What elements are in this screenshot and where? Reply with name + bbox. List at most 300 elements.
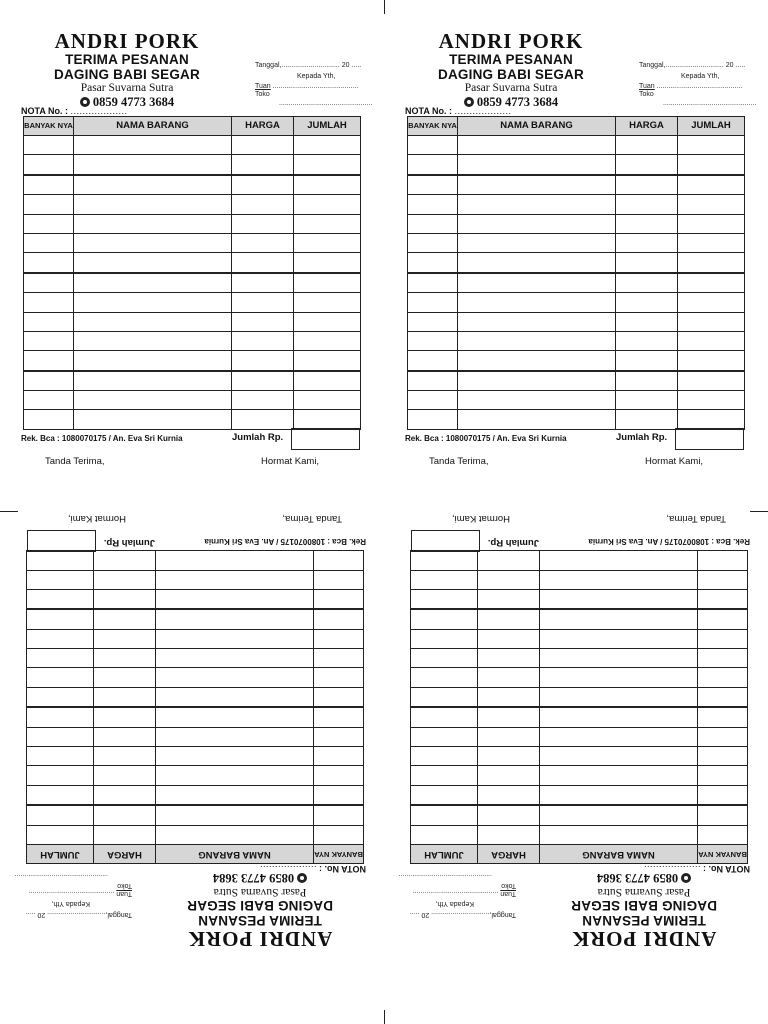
table-cell	[156, 609, 314, 629]
col-amount: JUMLAH	[27, 845, 94, 864]
total-label: Jumlah Rp.	[487, 537, 539, 548]
table-cell	[478, 649, 540, 668]
table-cell	[232, 312, 294, 331]
table-cell	[408, 351, 458, 371]
table-cell	[411, 766, 478, 785]
table-cell	[478, 551, 540, 570]
crop-mark-left	[0, 511, 18, 512]
table-cell	[74, 410, 232, 429]
table-row	[27, 629, 364, 648]
table-cell	[314, 687, 364, 707]
table-cell	[24, 195, 74, 214]
table-row	[24, 410, 361, 429]
table-row	[24, 195, 361, 214]
table-cell	[540, 649, 698, 668]
col-amount: JUMLAH	[411, 845, 478, 864]
table-cell	[94, 668, 156, 687]
table-cell	[458, 351, 616, 371]
table-cell	[74, 312, 232, 331]
table-row	[408, 155, 745, 175]
table-cell	[27, 649, 94, 668]
col-item-name: NAMA BARANG	[458, 117, 616, 136]
brand-tagline-2: DAGING BABI SEGAR	[571, 898, 717, 913]
table-row	[411, 727, 748, 746]
table-cell	[24, 312, 74, 331]
table-row	[24, 253, 361, 273]
table-cell	[27, 551, 94, 570]
brand-tagline-1: TERIMA PESANAN	[198, 913, 322, 928]
nota-number	[405, 106, 512, 116]
receiver-signature: Tanda Terima,	[666, 513, 726, 524]
phone-number: 0859 4773 3684	[596, 871, 679, 885]
receiver-signature: Tanda Terima,	[429, 456, 489, 467]
col-quantity: BANYAK NYA	[24, 117, 74, 136]
table-cell	[24, 175, 74, 195]
table-cell	[27, 766, 94, 785]
table-cell	[411, 747, 478, 766]
shop-field	[255, 91, 270, 98]
table-cell	[74, 273, 232, 293]
table-cell	[540, 785, 698, 805]
table-cell	[540, 629, 698, 648]
crop-mark-bottom	[384, 1010, 385, 1024]
total-box	[27, 530, 96, 552]
col-price: HARGA	[94, 845, 156, 864]
mr-dots: ............................................	[412, 890, 499, 897]
table-cell	[678, 410, 745, 429]
table-cell	[24, 293, 74, 312]
table-cell	[74, 214, 232, 233]
nota-label: NOTA No. :	[21, 106, 68, 116]
table-cell	[478, 805, 540, 825]
table-cell	[74, 391, 232, 410]
table-cell	[27, 609, 94, 629]
table-cell	[94, 747, 156, 766]
table-cell	[616, 293, 678, 312]
shop-dots: ................................................	[663, 100, 757, 107]
nota-number	[21, 106, 128, 116]
brand-market: Pasar Suvarna Sutra	[80, 82, 174, 94]
brand-block	[405, 30, 617, 109]
whatsapp-icon	[681, 873, 691, 883]
table-cell	[698, 785, 748, 805]
table-cell	[411, 551, 478, 570]
total-label: Jumlah Rp.	[616, 432, 668, 443]
mr-dots: ............................................	[656, 83, 743, 90]
table-cell	[408, 253, 458, 273]
table-row	[27, 785, 364, 805]
table-cell	[616, 136, 678, 155]
table-cell	[698, 649, 748, 668]
col-price: HARGA	[616, 117, 678, 136]
table-cell	[232, 175, 294, 195]
table-cell	[294, 331, 361, 350]
table-cell	[478, 609, 540, 629]
nota-number	[259, 864, 366, 874]
table-cell	[540, 805, 698, 825]
table-cell	[24, 136, 74, 155]
table-cell	[698, 570, 748, 589]
table-cell	[314, 668, 364, 687]
table-cell	[616, 391, 678, 410]
table-cell	[408, 175, 458, 195]
table-cell	[678, 253, 745, 273]
table-cell	[94, 551, 156, 570]
table-cell	[698, 629, 748, 648]
table-cell	[616, 233, 678, 252]
table-cell	[411, 649, 478, 668]
table-cell	[540, 609, 698, 629]
table-cell	[540, 766, 698, 785]
table-header-row	[411, 845, 748, 864]
table-cell	[698, 551, 748, 570]
table-cell	[156, 551, 314, 570]
table-row	[27, 609, 364, 629]
total-label: Jumlah Rp.	[232, 432, 284, 443]
table-cell	[540, 747, 698, 766]
brand-name: ANDRI PORK	[187, 927, 333, 951]
table-row	[408, 293, 745, 312]
table-cell	[94, 727, 156, 746]
table-cell	[94, 805, 156, 825]
table-cell	[616, 331, 678, 350]
table-cell	[27, 825, 94, 844]
table-cell	[314, 805, 364, 825]
items-table	[26, 550, 364, 864]
table-cell	[616, 195, 678, 214]
mr-field	[413, 890, 516, 897]
table-cell	[27, 707, 94, 727]
col-quantity: BANYAK NYA	[314, 845, 364, 864]
table-cell	[294, 312, 361, 331]
table-row	[27, 649, 364, 668]
table-cell	[232, 253, 294, 273]
table-cell	[232, 331, 294, 350]
table-row	[408, 312, 745, 331]
table-cell	[156, 668, 314, 687]
table-cell	[458, 195, 616, 214]
table-cell	[232, 391, 294, 410]
shop-field	[639, 91, 654, 98]
table-cell	[678, 391, 745, 410]
table-cell	[458, 331, 616, 350]
phone-number: 0859 4773 3684	[476, 95, 559, 109]
table-cell	[478, 785, 540, 805]
table-cell	[698, 668, 748, 687]
table-row	[408, 214, 745, 233]
table-cell	[678, 331, 745, 350]
total-box	[675, 428, 744, 450]
table-cell	[232, 155, 294, 175]
table-cell	[94, 649, 156, 668]
table-cell	[678, 351, 745, 371]
receiver-signature: Tanda Terima,	[282, 513, 342, 524]
phone-number: 0859 4773 3684	[92, 95, 175, 109]
table-cell	[616, 214, 678, 233]
table-cell	[458, 293, 616, 312]
table-cell	[74, 195, 232, 214]
table-cell	[294, 410, 361, 429]
table-row	[27, 766, 364, 785]
table-cell	[232, 371, 294, 391]
table-cell	[540, 551, 698, 570]
table-row	[408, 410, 745, 429]
table-cell	[156, 649, 314, 668]
brand-tagline-1: TERIMA PESANAN	[582, 913, 706, 928]
table-row	[27, 570, 364, 589]
table-cell	[24, 155, 74, 175]
table-cell	[478, 668, 540, 687]
table-cell	[478, 589, 540, 609]
table-cell	[294, 293, 361, 312]
table-cell	[156, 825, 314, 844]
table-cell	[314, 727, 364, 746]
table-cell	[616, 371, 678, 391]
table-cell	[27, 570, 94, 589]
table-cell	[232, 351, 294, 371]
table-cell	[458, 312, 616, 331]
table-row	[27, 551, 364, 570]
table-cell	[314, 609, 364, 629]
table-cell	[616, 312, 678, 331]
phone-number: 0859 4773 3684	[212, 871, 295, 885]
crop-mark-right	[750, 511, 768, 512]
table-cell	[411, 609, 478, 629]
items-table	[407, 116, 745, 430]
table-cell	[678, 214, 745, 233]
mr-dots: ............................................	[272, 83, 359, 90]
table-cell	[94, 766, 156, 785]
col-amount: JUMLAH	[678, 117, 745, 136]
nota-dots: ...................	[259, 864, 317, 874]
bank-account: Rek. Bca : 1080070175 / An. Eva Sri Kurnia	[204, 537, 366, 546]
nota-number	[643, 864, 750, 874]
table-cell	[314, 551, 364, 570]
table-cell	[156, 747, 314, 766]
sender-signature: Hormat Kami,	[261, 456, 320, 467]
mr-dots: ............................................	[28, 890, 115, 897]
bank-account: Rek. Bca : 1080070175 / An. Eva Sri Kurnia	[588, 537, 750, 546]
table-row	[27, 589, 364, 609]
table-cell	[411, 805, 478, 825]
table-cell	[698, 707, 748, 727]
mr-label: Tuan	[639, 83, 655, 90]
table-cell	[156, 570, 314, 589]
table-cell	[408, 195, 458, 214]
table-cell	[27, 727, 94, 746]
table-cell	[478, 727, 540, 746]
table-header-row	[27, 845, 364, 864]
brand-tagline-2: DAGING BABI SEGAR	[438, 67, 584, 82]
table-row	[408, 195, 745, 214]
shop-dots: ................................................	[14, 873, 108, 880]
table-cell	[24, 214, 74, 233]
col-amount: JUMLAH	[294, 117, 361, 136]
table-cell	[698, 609, 748, 629]
table-cell	[27, 805, 94, 825]
table-cell	[232, 136, 294, 155]
table-cell	[411, 707, 478, 727]
nota-label: NOTA No. :	[319, 864, 366, 874]
table-cell	[678, 233, 745, 252]
table-cell	[408, 155, 458, 175]
table-row	[27, 687, 364, 707]
table-cell	[411, 687, 478, 707]
table-cell	[74, 233, 232, 252]
table-row	[24, 293, 361, 312]
table-row	[408, 253, 745, 273]
shop-label: Toko	[117, 882, 132, 889]
table-cell	[232, 214, 294, 233]
table-cell	[94, 687, 156, 707]
table-row	[27, 707, 364, 727]
table-cell	[94, 609, 156, 629]
bank-account: Rek. Bca : 1080070175 / An. Eva Sri Kurnia	[405, 434, 567, 443]
recipient-label: Kepada Yth,	[51, 900, 90, 907]
col-price: HARGA	[232, 117, 294, 136]
table-cell	[478, 766, 540, 785]
total-box	[291, 428, 360, 450]
table-cell	[294, 273, 361, 293]
table-cell	[678, 175, 745, 195]
table-cell	[74, 351, 232, 371]
table-cell	[27, 668, 94, 687]
table-cell	[24, 253, 74, 273]
table-cell	[294, 371, 361, 391]
table-cell	[408, 273, 458, 293]
table-cell	[698, 747, 748, 766]
table-cell	[408, 214, 458, 233]
brand-block	[538, 871, 750, 950]
nota-label: NOTA No. :	[405, 106, 452, 116]
table-cell	[74, 136, 232, 155]
table-cell	[314, 570, 364, 589]
mr-label: Tuan	[116, 890, 132, 897]
table-cell	[27, 747, 94, 766]
table-cell	[294, 195, 361, 214]
table-cell	[411, 589, 478, 609]
table-cell	[616, 273, 678, 293]
table-row	[24, 214, 361, 233]
table-cell	[478, 629, 540, 648]
table-cell	[408, 233, 458, 252]
table-cell	[698, 805, 748, 825]
table-row	[408, 351, 745, 371]
table-cell	[458, 253, 616, 273]
table-cell	[540, 589, 698, 609]
table-row	[27, 747, 364, 766]
col-item-name: NAMA BARANG	[156, 845, 314, 864]
col-quantity: BANYAK NYA	[698, 845, 748, 864]
table-cell	[698, 687, 748, 707]
table-row	[24, 233, 361, 252]
table-cell	[94, 570, 156, 589]
brand-name: ANDRI PORK	[571, 927, 717, 951]
table-row	[24, 312, 361, 331]
table-cell	[616, 155, 678, 175]
sender-signature: Hormat Kami,	[67, 513, 126, 524]
table-cell	[94, 707, 156, 727]
shop-dots: ................................................	[279, 100, 373, 107]
table-cell	[94, 825, 156, 844]
mr-field	[29, 890, 132, 897]
table-cell	[27, 687, 94, 707]
table-row	[411, 649, 748, 668]
brand-tagline-2: DAGING BABI SEGAR	[54, 67, 200, 82]
brand-name: ANDRI PORK	[438, 29, 584, 53]
brand-market: Pasar Suvarna Sutra	[597, 886, 691, 898]
table-cell	[156, 805, 314, 825]
table-cell	[74, 371, 232, 391]
table-cell	[540, 825, 698, 844]
table-cell	[408, 293, 458, 312]
table-header-row	[408, 117, 745, 136]
shop-dots: ................................................	[398, 873, 492, 880]
table-cell	[74, 293, 232, 312]
table-cell	[24, 351, 74, 371]
table-cell	[458, 233, 616, 252]
table-cell	[540, 727, 698, 746]
recipient-label: Kepada Yth,	[297, 73, 336, 80]
table-row	[24, 175, 361, 195]
brand-tagline-1: TERIMA PESANAN	[449, 52, 573, 67]
table-cell	[94, 589, 156, 609]
recipient-label: Kepada Yth,	[435, 900, 474, 907]
table-cell	[678, 371, 745, 391]
table-cell	[458, 155, 616, 175]
table-cell	[156, 687, 314, 707]
table-cell	[27, 589, 94, 609]
table-row	[411, 551, 748, 570]
table-cell	[314, 589, 364, 609]
table-cell	[294, 253, 361, 273]
table-header-row	[24, 117, 361, 136]
sender-signature: Hormat Kami,	[645, 456, 704, 467]
table-cell	[294, 175, 361, 195]
table-cell	[698, 766, 748, 785]
table-row	[411, 687, 748, 707]
shop-label: Toko	[639, 91, 654, 98]
table-cell	[458, 371, 616, 391]
table-cell	[678, 136, 745, 155]
invoice-bottom-left	[14, 510, 366, 980]
receiver-signature: Tanda Terima,	[45, 456, 105, 467]
table-cell	[478, 825, 540, 844]
table-row	[411, 825, 748, 844]
table-cell	[24, 331, 74, 350]
sender-signature: Hormat Kami,	[451, 513, 510, 524]
table-cell	[294, 214, 361, 233]
table-cell	[458, 136, 616, 155]
table-cell	[94, 785, 156, 805]
brand-block	[154, 871, 366, 950]
table-cell	[678, 312, 745, 331]
brand-block	[21, 30, 233, 109]
table-row	[408, 233, 745, 252]
table-cell	[294, 155, 361, 175]
table-row	[24, 136, 361, 155]
nota-dots: ...................	[70, 106, 128, 116]
table-cell	[24, 273, 74, 293]
table-row	[411, 589, 748, 609]
table-cell	[232, 195, 294, 214]
recipient-label: Kepada Yth,	[681, 73, 720, 80]
table-row	[411, 766, 748, 785]
table-cell	[616, 175, 678, 195]
table-cell	[478, 747, 540, 766]
table-cell	[458, 410, 616, 429]
table-cell	[74, 175, 232, 195]
